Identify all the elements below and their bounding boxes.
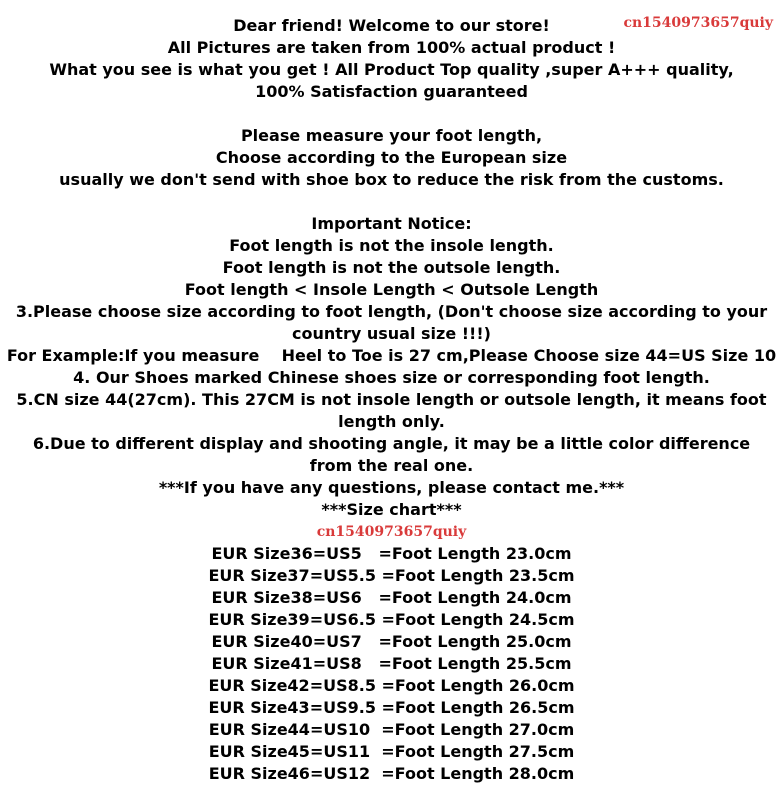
notice-point-4: 4. Our Shoes marked Chinese shoes size or corresponding foot length. — [73, 368, 710, 387]
important-notice-section — [0, 213, 783, 521]
notice-heading: Important Notice: — [311, 214, 472, 233]
measure-line-1: Please measure your foot length, — [240, 126, 543, 145]
watermark-top-right: cn1540973657quiy — [623, 15, 773, 31]
size-chart-row: EUR Size39=US6.5 =Foot Length 24.5cm — [208, 610, 575, 629]
greeting-line-2: All Pictures are taken from 100% actual product ! — [167, 38, 616, 57]
size-chart-heading: ***Size chart*** — [321, 500, 462, 519]
size-chart-row: EUR Size41=US8 =Foot Length 25.5cm — [211, 654, 572, 673]
notice-line-insole: Foot length is not the insole length. — [229, 236, 554, 255]
greeting-section — [0, 15, 783, 103]
notice-point-5: 5.CN size 44(27cm). This 27CM is not insole length or outsole length, it means foot length only. — [16, 390, 773, 431]
notice-line-comparison: Foot length < Insole Length < Outsole Length — [184, 280, 599, 299]
greeting-line-1: Dear friend! Welcome to our store! — [233, 16, 550, 35]
measure-line-2: Choose according to the European size — [215, 148, 568, 167]
size-chart-row: EUR Size45=US11 =Foot Length 27.5cm — [208, 742, 575, 761]
size-chart-row: EUR Size44=US10 =Foot Length 27.0cm — [208, 720, 575, 739]
watermark-center: cn1540973657quiy — [316, 524, 467, 540]
measure-section — [0, 125, 783, 191]
size-chart-row: EUR Size43=US9.5 =Foot Length 26.5cm — [208, 698, 575, 717]
greeting-line-4: 100% Satisfaction guaranteed — [255, 82, 528, 101]
greeting-line-3: What you see is what you get ! All Product Top quality ,super A+++ quality, — [49, 60, 734, 79]
size-chart-row: EUR Size36=US5 =Foot Length 23.0cm — [211, 544, 572, 563]
notice-point-6: 6.Due to different display and shooting angle, it may be a little color difference from the real one. — [32, 434, 756, 475]
notice-example: For Example:If you measure Heel to Toe is 27 cm,Please Choose size 44=US Size 10 — [6, 346, 777, 365]
spacer — [0, 103, 783, 125]
size-chart-list — [0, 543, 783, 785]
size-chart-row: EUR Size40=US7 =Foot Length 25.0cm — [211, 632, 572, 651]
size-chart-row: EUR Size46=US12 =Foot Length 28.0cm — [208, 764, 575, 783]
notice-point-3: 3.Please choose size according to foot length, (Don't choose size according to your country usual size !!!) — [15, 302, 773, 343]
notice-line-outsole: Foot length is not the outsole length. — [222, 258, 561, 277]
spacer — [0, 191, 783, 213]
size-chart-row: EUR Size38=US6 =Foot Length 24.0cm — [211, 588, 572, 607]
notice-text-block — [0, 15, 783, 785]
size-chart-row: EUR Size37=US5.5 =Foot Length 23.5cm — [208, 566, 575, 585]
notice-contact: ***If you have any questions, please contact me.*** — [158, 478, 625, 497]
measure-line-3: usually we don't send with shoe box to reduce the risk from the customs. — [59, 170, 724, 189]
size-chart-row: EUR Size42=US8.5 =Foot Length 26.0cm — [208, 676, 575, 695]
